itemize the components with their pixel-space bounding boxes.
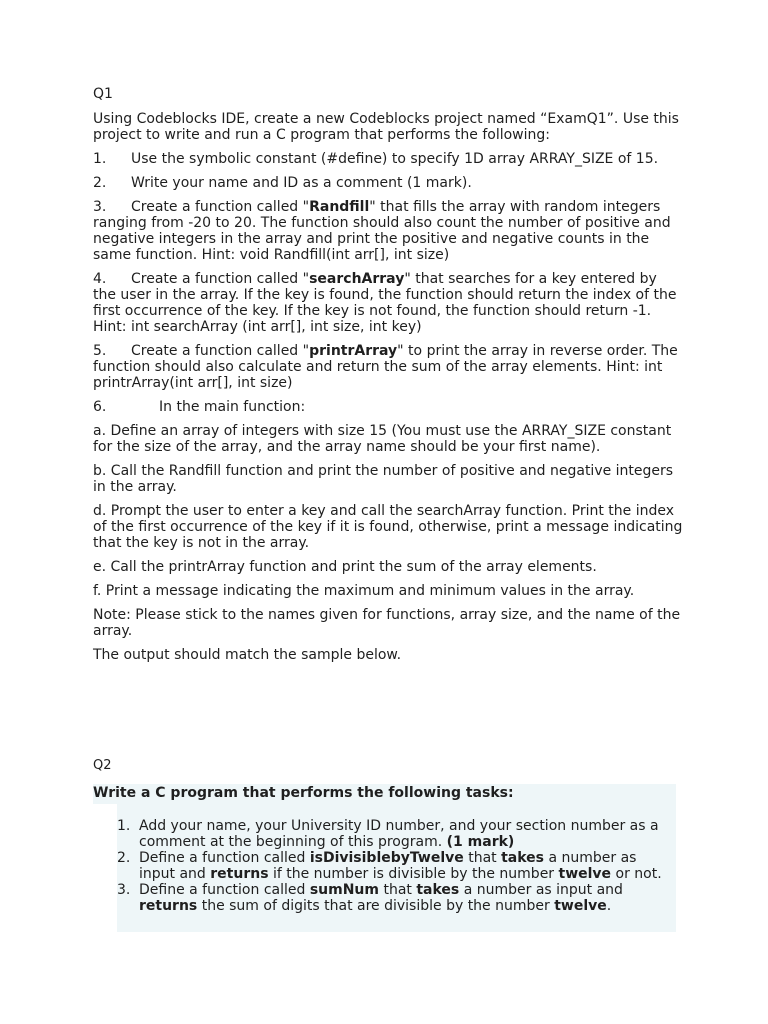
q2-task-emphasis: takes <box>501 850 545 866</box>
question-1-intro: Using Codeblocks IDE, create a new Codeblocks project named “ExamQ1”. Use this project to write and run a C program that performs the following: <box>93 111 679 143</box>
q1-item-number: 6. <box>93 399 107 415</box>
q2-task-emphasis: returns <box>139 898 198 914</box>
q1-sub-a: a. Define an array of integers with size 15 (You must use the ARRAY_SIZE constant for the size of the array, and the array name should be your first name). <box>93 423 672 455</box>
q1-item-number: 1. <box>93 151 107 167</box>
q2-task-emphasis: twelve <box>558 866 612 882</box>
q1-output-instruction: The output should match the sample below. <box>93 647 402 663</box>
q1-sub-b: b. Call the Randfill function and print the number of positive and negative integers in the array. <box>93 463 674 495</box>
q1-sub-d: d. Prompt the user to enter a key and call the searchArray function. Print the index of the first occurrence of the key if it is found, otherwise, print a message indicating that the key is not in the array. <box>93 503 683 551</box>
q1-item-text-post: " to print the array in reverse order. The function should also calculate and return the sum of the array elements. Hint: int printrArray(int arr[], int size) <box>93 343 678 391</box>
q2-task-2 <box>117 850 672 882</box>
q2-task-emphasis: returns <box>210 866 269 882</box>
question-2-label: Q2 <box>93 758 112 773</box>
q1-item-text: In the main function: <box>159 399 306 415</box>
q1-item-number: 5. <box>93 343 107 359</box>
q1-item-2 <box>93 175 683 191</box>
function-name-randfill: Randfill <box>309 199 370 215</box>
q2-task-text: or not. <box>611 866 662 882</box>
function-name-isdivisiblebytwelve: isDivisiblebyTwelve <box>309 850 464 866</box>
q2-task-text: if the number is divisible by the number <box>268 866 559 882</box>
function-name-sumnum: sumNum <box>309 882 379 898</box>
q1-item-number: 4. <box>93 271 107 287</box>
q1-item-number: 3. <box>93 199 107 215</box>
q1-sub-f: f. Print a message indicating the maximum and minimum values in the array. <box>93 583 635 599</box>
q1-item-1 <box>93 151 683 167</box>
q1-item-text: Write your name and ID as a comment (1 mark). <box>131 175 472 191</box>
question-2-title: Write a C program that performs the following tasks: <box>93 785 514 801</box>
q2-task-mark: (1 mark) <box>446 834 515 850</box>
q1-item-number: 2. <box>93 175 107 191</box>
q1-item-text-post: " that fills the array with random integers ranging from -20 to 20. The function should also count the number of positive and negative integers in the array and print the positive and negative counts in the same function. Hint: void Randfill(int arr[], int size) <box>93 199 671 263</box>
q2-task-text: that <box>379 882 417 898</box>
q2-task-text: Define a function called <box>139 882 310 898</box>
q2-task-text: a number as input and <box>139 850 637 882</box>
q1-item-4 <box>93 271 683 335</box>
q2-task-number: 3. <box>117 882 131 898</box>
q2-task-text: Define a function called <box>139 850 310 866</box>
q2-task-text: that <box>463 850 502 866</box>
q2-task-number: 2. <box>117 850 131 866</box>
q2-task-3 <box>117 882 672 914</box>
q2-task-emphasis: twelve <box>554 898 607 914</box>
q1-item-text-pre: Create a function called " <box>131 343 310 359</box>
q2-task-text: the sum of digits that are divisible by the number <box>197 898 555 914</box>
function-name-searcharray: searchArray <box>309 271 405 287</box>
q2-task-text: Add your name, your University ID number, and your section number as a comment at the beginning of this program. <box>139 818 659 850</box>
q1-note: Note: Please stick to the names given for functions, array size, and the name of the array. <box>93 607 681 639</box>
q1-item-3 <box>93 199 683 263</box>
q1-item-text-pre: Create a function called " <box>131 199 310 215</box>
q2-task-text: . <box>606 898 612 914</box>
question-2 <box>93 784 676 932</box>
q2-task-text: a number as input and <box>459 882 623 898</box>
q2-task-1 <box>117 818 672 850</box>
question-1 <box>93 86 683 671</box>
q2-task-emphasis: takes <box>416 882 460 898</box>
q2-task-list <box>117 818 672 914</box>
function-name-printrarray: printrArray <box>309 343 398 359</box>
q1-item-text: Use the symbolic constant (#define) to specify 1D array ARRAY_SIZE of 15. <box>131 151 659 167</box>
q1-item-text-pre: Create a function called " <box>131 271 310 287</box>
q1-item-6 <box>93 399 683 415</box>
q1-sub-e: e. Call the printrArray function and print the sum of the array elements. <box>93 559 597 575</box>
q1-item-text-post: " that searches for a key entered by the user in the array. If the key is found, the function should return the index of the first occurrence of the key. If the key is not found, the function should return -1. Hint: int searchArray (int arr[], int size, int key) <box>93 271 677 335</box>
question-1-label: Q1 <box>93 86 113 102</box>
q1-item-5 <box>93 343 683 391</box>
q2-task-number: 1. <box>117 818 131 834</box>
